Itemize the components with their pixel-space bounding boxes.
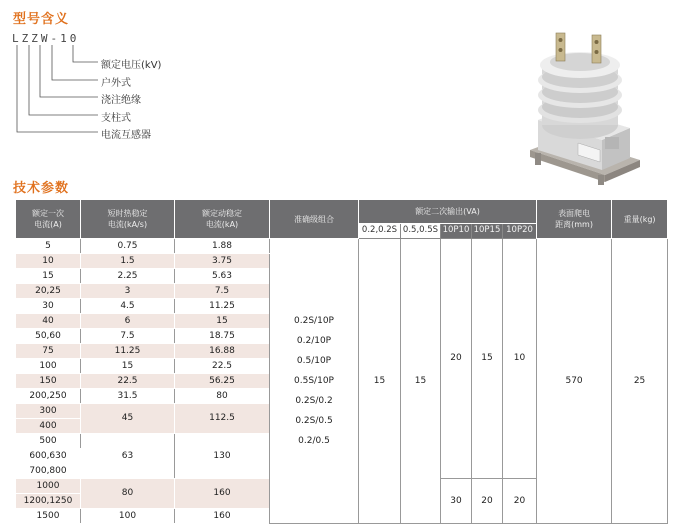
cell-thermal: 4.5: [81, 299, 175, 314]
cell-current: 1200,1250: [16, 494, 81, 509]
cell-thermal: 2.25: [81, 269, 175, 284]
accuracy-option: 0.2/10P: [296, 336, 332, 346]
cell-output-10p10-b: 30: [441, 479, 472, 524]
cell-current: 40: [16, 314, 81, 329]
cell-output-10p20-a: 10: [503, 239, 537, 479]
tech-params-heading: 技术参数: [13, 181, 70, 196]
cell-thermal: 100: [81, 509, 175, 524]
header-dynamic-current: 额定动稳定 电流(kA): [175, 200, 270, 239]
cell-current: 500: [16, 434, 81, 449]
header-accuracy: 准确级组合: [270, 200, 359, 239]
cell-current: 75: [16, 344, 81, 359]
header-rated-current: 额定一次 电流(A): [16, 200, 81, 239]
accuracy-option: 0.5S/10P: [294, 376, 334, 386]
subheader-10p20: 10P20: [503, 223, 537, 238]
accuracy-option: 0.2/0.5: [298, 436, 330, 446]
cell-dynamic: 160: [175, 509, 270, 524]
cell-dynamic: 18.75: [175, 329, 270, 344]
accuracy-option: 0.2S/0.5: [295, 416, 333, 426]
header-creepage: 表面爬电 距离(mm): [537, 200, 612, 239]
cell-output-10p15-b: 20: [472, 479, 503, 524]
model-label-casting: 浇注绝缘: [101, 95, 141, 106]
cell-dynamic: 16.88: [175, 344, 270, 359]
cell-current: 30: [16, 299, 81, 314]
cell-thermal: 22.5: [81, 374, 175, 389]
cell-current: 700,800: [16, 464, 81, 479]
cell-current: 600,630: [16, 449, 81, 464]
cell-thermal: 7.5: [81, 329, 175, 344]
cell-output-10p10-a: 20: [441, 239, 472, 479]
cell-dynamic: 160: [175, 479, 270, 509]
header-weight: 重量(kg): [612, 200, 668, 239]
cell-current: 150: [16, 374, 81, 389]
model-label-voltage: 额定电压(kV): [101, 60, 162, 71]
subheader-0.2: 0.2,0.2S: [359, 223, 401, 238]
accuracy-option: 0.2S/10P: [294, 316, 334, 326]
cell-current: 15: [16, 269, 81, 284]
current-transformer-product-image: [510, 25, 650, 185]
subheader-0.5: 0.5,0.5S: [401, 223, 441, 238]
cell-thermal: 45: [81, 404, 175, 434]
model-label-ct: 电流互感器: [101, 130, 151, 141]
cell-current: 1000: [16, 479, 81, 494]
cell-thermal: 3: [81, 284, 175, 299]
cell-dynamic: 112.5: [175, 404, 270, 434]
cell-dynamic: 3.75: [175, 254, 270, 269]
cell-thermal: 63: [81, 434, 175, 479]
cell-current: 1500: [16, 509, 81, 524]
cell-current: 200,250: [16, 389, 81, 404]
cell-dynamic: 1.88: [175, 239, 270, 254]
accuracy-option: 0.2S/0.2: [295, 396, 333, 406]
model-label-outdoor: 户外式: [101, 78, 131, 89]
table-row: [16, 239, 668, 254]
cell-output-10p15-a: 15: [472, 239, 503, 479]
cell-current: 50,60: [16, 329, 81, 344]
cell-current: 100: [16, 359, 81, 374]
cell-dynamic: 22.5: [175, 359, 270, 374]
accuracy-option: 0.5/10P: [296, 356, 332, 366]
cell-current: 300: [16, 404, 81, 419]
cell-accuracy-options: [270, 239, 359, 524]
cell-dynamic: 15: [175, 314, 270, 329]
cell-dynamic: 56.25: [175, 374, 270, 389]
cell-thermal: 31.5: [81, 389, 175, 404]
cell-output-10p20-b: 20: [503, 479, 537, 524]
header-thermal-current: 短时热稳定 电流(kA/s): [81, 200, 175, 239]
cell-weight: 25: [612, 239, 668, 524]
cell-output-0.5: 15: [401, 239, 441, 524]
cell-dynamic: 80: [175, 389, 270, 404]
cell-thermal: 80: [81, 479, 175, 509]
cell-dynamic: 5.63: [175, 269, 270, 284]
cell-thermal: 15: [81, 359, 175, 374]
cell-current: 10: [16, 254, 81, 269]
table-header-row: [16, 200, 668, 224]
model-meaning-heading: 型号含义: [13, 12, 70, 27]
cell-current: 5: [16, 239, 81, 254]
cell-thermal: 6: [81, 314, 175, 329]
tech-params-table: [15, 199, 668, 524]
subheader-10p15: 10P15: [472, 223, 503, 238]
cell-dynamic: 130: [175, 434, 270, 479]
cell-output-0.2: 15: [359, 239, 401, 524]
model-code: LZZW-10: [12, 32, 80, 45]
cell-dynamic: 11.25: [175, 299, 270, 314]
cell-dynamic: 7.5: [175, 284, 270, 299]
cell-thermal: 1.5: [81, 254, 175, 269]
cell-thermal: 0.75: [81, 239, 175, 254]
model-label-pillar: 支柱式: [101, 113, 131, 124]
cell-current: 400: [16, 419, 81, 434]
subheader-10p10: 10P10: [441, 223, 472, 238]
cell-creepage: 570: [537, 239, 612, 524]
header-secondary-output: 额定二次输出(VA): [359, 200, 537, 224]
cell-current: 20,25: [16, 284, 81, 299]
cell-thermal: 11.25: [81, 344, 175, 359]
